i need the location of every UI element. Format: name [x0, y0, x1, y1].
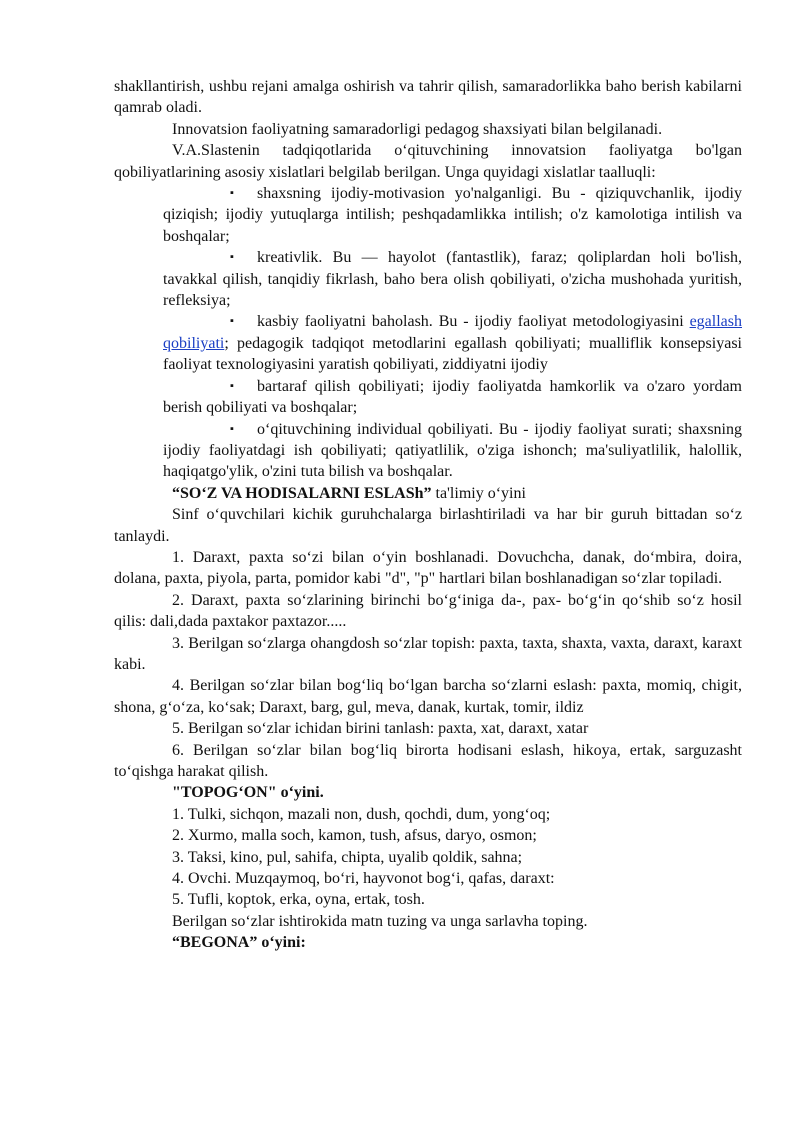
bullet-item-motivation	[114, 183, 742, 247]
bullet-item-creativity	[114, 247, 742, 311]
document-page	[114, 76, 742, 954]
game2-item: 3. Taksi, kino, pul, sahifa, chipta, uyalib qoldik, sahna;	[172, 848, 523, 866]
bullet-marker-icon: ▪	[230, 187, 234, 200]
bullet-text: ; pedagogik tadqiqot metodlarini egallash qobiliyati; mualliflik konsepsiyasi faoliyat texnologiyasini yaratish qobiliyati, ziddiyatni ijodiy	[163, 334, 742, 374]
game1-item: 1. Daraxt, paxta so‘zi bilan o‘yin boshlanadi. Dovuchcha, danak, do‘mbira, doira, dolana, paxta, piyola, parta, pomidor kabi "d", "p" hartlari bilan boshlanadigan so‘zlar topiladi.	[114, 548, 742, 588]
game2-item: 2. Xurmo, malla soch, kamon, tush, afsus, daryo, osmon;	[172, 827, 537, 845]
paragraph-slastenin: V.A.Slastenin tadqiqotlarida o‘qituvchining innovatsion faoliyatga bo'lgan qobiliyatlarining asosiy xislatlari belgilab berilgan. Unga quyidagi xislatlar taalluqli:	[114, 142, 742, 181]
game1-intro: Sinf o‘quvchilari kichik guruhchalarga birlashtiriladi va har bir guruh bittadan so‘z tanlaydi.	[114, 506, 742, 545]
bullet-text: o‘qituvchining individual qobiliyati. Bu - ijodiy faoliyat surati; shaxsning ijodiy faoliyatdagi ish qobiliyati; qatiyatlilik, o'ziga ishonch; ma'suliyatlilik, halollik, haqiqatgo'ylik, o'zini tuta bilish va boshqalar.	[163, 420, 742, 481]
section-heading-game1	[114, 483, 742, 504]
section-heading-game2	[114, 782, 742, 803]
bullet-text: shaxsning ijodiy-motivasion yo'nalganligi. Bu - qiziquvchanlik, ijodiy qiziqish; ijodiy yutuqlarga intilish; peshqadamlikka intilish; o'z kamolotiga intilish va boshqalar;	[163, 185, 742, 245]
bullet-text: kreativlik. Bu — hayolot (fantastlik), faraz; qoliplardan holi bo'lish, tavakkal qilish, tanqidiy fikrlash, baho bera olish qobiliyati, o'zicha mushohada yuritish, refleksiya;	[163, 249, 742, 310]
game1-item: 5. Berilgan so‘zlar ichidan birini tanlash: paxta, xat, daraxt, xatar	[172, 720, 589, 738]
paragraph-innovation: Innovatsion faoliyatning samaradorligi pedagog shaxsiyati bilan belgilanadi.	[172, 120, 663, 138]
game1-item: 2. Daraxt, paxta so‘zlarining birinchi bo‘g‘iniga da-, pax- bo‘g‘in qo‘shib so‘z hosil qilis: dali,dada paxtakor paxtazor.....	[114, 591, 742, 631]
bullet-marker-icon: ▪	[230, 251, 234, 264]
heading-rest: o‘yini.	[276, 784, 324, 802]
skill-link[interactable]: egallash qobiliyati	[163, 313, 742, 352]
game2-item: 5. Tufli, koptok, erka, oyna, ertak, tosh.	[172, 891, 425, 909]
game1-item: 6. Berilgan so‘zlar bilan bog‘liq birorta hodisani eslash, hikoya, ertak, sarguzasht to‘qishga harakat qilish.	[114, 741, 742, 780]
heading-bold: “SO‘Z VA HODISALARNI ESLASh”	[172, 484, 432, 502]
game2-closing: Berilgan so‘zlar ishtirokida matn tuzing va unga sarlavha toping.	[172, 912, 588, 930]
heading-bold: "TOPOG‘ON"	[172, 784, 277, 802]
section-heading-game3: “BEGONA” o‘yini:	[172, 934, 306, 952]
game2-item: 1. Tulki, sichqon, mazali non, dush, qochdi, dum, yong‘oq;	[172, 805, 551, 823]
game2-item: 4. Ovchi. Muzqaymoq, bo‘ri, hayvonot bog‘i, qafas, daraxt:	[172, 870, 555, 888]
game1-item: 3. Berilgan so‘zlarga ohangdosh so‘zlar topish: paxta, taxta, shaxta, vaxta, daraxt, karaxt kabi.	[114, 634, 742, 673]
game1-item: 4. Berilgan so‘zlar bilan bog‘liq bo‘lgan barcha so‘zlarni eslash: paxta, momiq, chigit, shona, g‘o‘za, ko‘sak; Daraxt, barg, gul, meva, danak, kurtak, tomir, ildiz	[114, 677, 742, 716]
bullet-item-individual	[114, 419, 742, 483]
bullet-marker-icon: ▪	[230, 422, 234, 435]
heading-rest: ta'limiy o‘yini	[431, 484, 526, 502]
bullet-marker-icon: ▪	[230, 315, 234, 328]
bullet-marker-icon: ▪	[230, 379, 234, 392]
bullet-item-assessment	[114, 311, 742, 375]
bullet-text: bartaraf qilish qobiliyati; ijodiy faoliyatda hamkorlik va o'zaro yordam berish qobiliyati va boshqalar;	[163, 377, 742, 417]
bullet-text: kasbiy faoliyatni baholash. Bu - ijodiy faoliyat metodologiyasini	[257, 313, 690, 331]
bullet-item-cooperation	[114, 376, 742, 419]
paragraph-intro: shakllantirish, ushbu rejani amalga oshirish va tahrir qilish, samaradorlikka baho berish kabilarni qamrab oladi.	[114, 78, 742, 117]
